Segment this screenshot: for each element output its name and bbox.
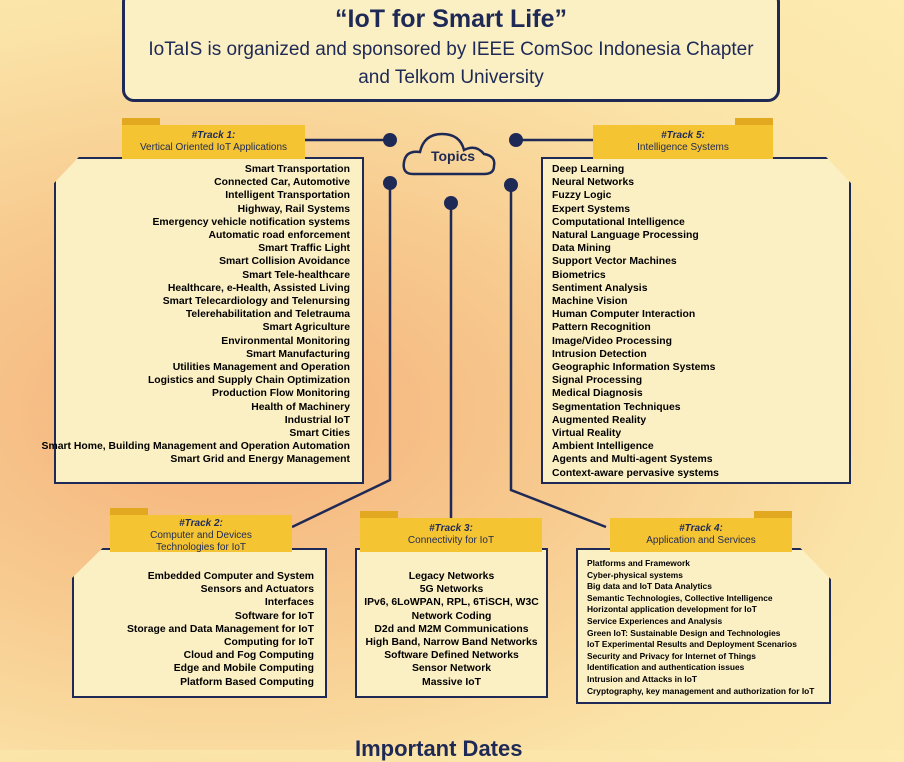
list-item: Smart Tele-healthcare [242, 269, 350, 281]
list-item: Neural Networks [552, 177, 634, 189]
list-item: Cloud and Fog Computing [183, 650, 314, 662]
important-dates-heading: Important Dates [355, 736, 523, 761]
list-item: Support Vector Machines [552, 256, 677, 268]
list-item: Software Defined Networks [384, 650, 519, 662]
list-item: 5G Networks [419, 584, 484, 596]
track4-tab [610, 518, 792, 552]
list-item: Service Experiences and Analysis [587, 615, 723, 626]
list-item: Semantic Technologies, Collective Intelligence [587, 592, 773, 603]
page-title: “IoT for Smart Life” [335, 5, 567, 33]
list-item: Environmental Monitoring [221, 335, 350, 347]
list-item: Ambient Intelligence [552, 441, 654, 453]
list-item: Biometrics [552, 269, 606, 281]
list-item: Computing for IoT [223, 637, 314, 649]
track5-list [552, 163, 719, 480]
list-item: Computational Intelligence [552, 216, 685, 228]
list-item: Identification and authentication issues [587, 662, 745, 673]
header-box [122, 0, 780, 102]
list-item: Sensors and Actuators [200, 584, 314, 596]
list-item: Industrial IoT [284, 414, 350, 426]
list-item: D2d and M2M Communications [374, 623, 529, 635]
list-item: Health of Machinery [251, 401, 350, 413]
list-item: Signal Processing [552, 375, 643, 387]
list-item: Smart Traffic Light [258, 243, 350, 255]
list-item: Smart Grid and Energy Management [170, 454, 350, 466]
list-item: Context-aware pervasive systems [552, 467, 719, 479]
list-item: Software for IoT [234, 610, 314, 622]
track1-list [42, 163, 350, 467]
track3-name: Connectivity for IoT [407, 535, 495, 546]
list-item: Pattern Recognition [552, 322, 651, 334]
list-item: Medical Diagnosis [552, 388, 643, 400]
list-item: High Band, Narrow Band Networks [365, 637, 538, 649]
list-item: Data Mining [552, 243, 611, 255]
list-item: Legacy Networks [408, 571, 495, 582]
list-item: Human Computer Interaction [552, 309, 696, 321]
track2-number: #Track 2: [179, 518, 223, 529]
list-item: IoT Experimental Results and Deployment Scenarios [587, 639, 797, 650]
list-item: Horizontal application development for IoT [587, 604, 757, 615]
track4-list [587, 558, 814, 697]
track4-number: #Track 4: [679, 523, 723, 534]
dot-track2 [383, 176, 397, 190]
list-item: Healthcare, e-Health, Assisted Living [167, 282, 350, 294]
track2-list [127, 570, 314, 689]
track2-tab [110, 515, 292, 552]
list-item: Storage and Data Management for IoT [126, 623, 314, 635]
list-item: Virtual Reality [552, 428, 622, 440]
track5-name: Intelligence Systems [637, 142, 729, 153]
list-item: Cryptography, key management and authorization for IoT [587, 685, 815, 696]
list-item: Agents and Multi-agent Systems [552, 454, 713, 466]
list-item: Sentiment Analysis [552, 282, 648, 294]
list-item: Big data and IoT Data Analytics [587, 581, 712, 592]
list-item: Smart Telecardiology and Telenursing [162, 296, 350, 308]
header-line-1: IoTaIS is organized and sponsored by IEEE ComSoc Indonesia Chapter [148, 39, 754, 60]
list-item: Intrusion Detection [552, 348, 647, 360]
list-item: Sensor Network [411, 663, 492, 675]
track5-number: #Track 5: [661, 130, 705, 141]
list-item: Platforms and Framework [587, 558, 690, 568]
track2-name-line2: Technologies for IoT [155, 542, 247, 553]
track1-number: #Track 1: [191, 130, 236, 141]
dot-track1 [383, 133, 397, 147]
dot-track4 [504, 178, 518, 192]
track2-name-line1: Computer and Devices [150, 530, 252, 541]
list-item: Smart Home, Building Management and Operation Automation [41, 441, 350, 453]
list-item: Smart Collision Avoidance [219, 256, 350, 268]
track3-list [355, 570, 548, 689]
list-item: Machine Vision [552, 296, 628, 308]
track3-tab [360, 518, 542, 552]
list-item: Augmented Reality [552, 414, 647, 426]
list-item: Segmentation Techniques [552, 401, 681, 413]
track3-number: #Track 3: [429, 523, 473, 534]
list-item: Image/Video Processing [552, 335, 672, 347]
list-item: Green IoT: Sustainable Design and Technologies [587, 627, 781, 638]
list-item: Smart Cities [289, 428, 350, 440]
list-item: Smart Transportation [244, 164, 350, 175]
list-item: Smart Manufacturing [246, 348, 350, 360]
list-item: Deep Learning [552, 164, 625, 175]
list-item: Production Flow Monitoring [212, 388, 350, 400]
header-line-2: and Telkom University [358, 67, 544, 88]
list-item: Telerehabilitation and Teletrauma [185, 309, 350, 321]
list-item: Intrusion and Attacks in IoT [587, 673, 697, 684]
list-item: Intelligent Transportation [225, 190, 350, 202]
track4-name: Application and Services [646, 535, 756, 546]
list-item: Highway, Rail Systems [237, 203, 350, 215]
list-item: Security and Privacy for Internet of Things [587, 650, 756, 661]
list-item: Emergency vehicle notification systems [152, 216, 350, 228]
list-item: Logistics and Supply Chain Optimization [147, 375, 350, 387]
list-item: Embedded Computer and System [147, 571, 314, 582]
list-item: Geographic Information Systems [552, 362, 716, 374]
track5-tab [593, 125, 773, 159]
list-item: IPv6, 6LoWPAN, RPL, 6TiSCH, W3C [364, 597, 539, 609]
list-item: Smart Agriculture [262, 322, 350, 334]
list-item: Platform Based Computing [180, 676, 314, 688]
list-item: Massive IoT [422, 676, 481, 688]
list-item: Connected Car, Automotive [214, 177, 350, 189]
list-item: Network Coding [411, 610, 492, 622]
list-item: Fuzzy Logic [552, 190, 612, 202]
topics-label: Topics [430, 148, 476, 164]
dot-track3 [444, 196, 458, 210]
list-item: Automatic road enforcement [208, 230, 350, 242]
list-item: Expert Systems [552, 203, 630, 215]
dot-track5 [509, 133, 523, 147]
list-item: Interfaces [264, 597, 314, 609]
track1-name: Vertical Oriented IoT Applications [139, 142, 288, 153]
list-item: Edge and Mobile Computing [173, 663, 314, 675]
list-item: Cyber-physical systems [587, 569, 683, 580]
track1-tab [122, 125, 305, 159]
list-item: Natural Language Processing [552, 230, 699, 242]
list-item: Utilities Management and Operation [172, 362, 350, 374]
